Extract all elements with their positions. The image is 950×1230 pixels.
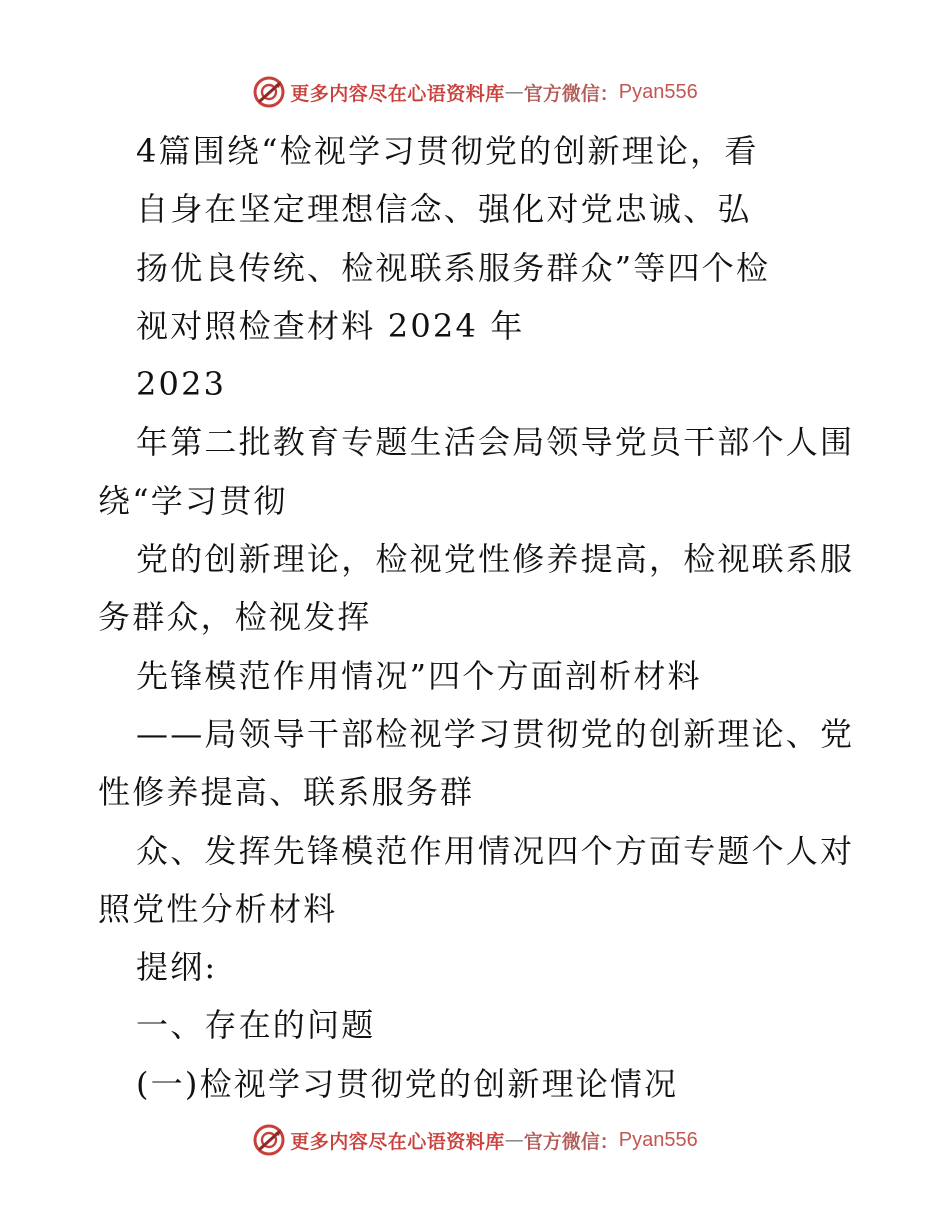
document-line: 年第二批教育专题生活会局领导党员干部个人围: [136, 423, 855, 462]
document-line: 视对照检查材料 2024 年: [136, 306, 525, 345]
watermark-wechat-id: Pyan556: [618, 1128, 698, 1151]
document-line: 2023: [136, 365, 227, 404]
watermark-banner-bottom: [0, 1118, 950, 1162]
watermark-wechat-id: Pyan556: [618, 80, 698, 103]
document-line: 绕“学习贯彻: [98, 481, 288, 520]
document-line: (一)检视学习贯彻党的创新理论情况: [136, 1064, 679, 1103]
watermark-brand-text: 更多内容尽在心语资料库: [290, 1130, 505, 1153]
brand-logo-icon: [252, 1123, 286, 1157]
document-line: 先锋模范作用情况”四个方面剖析材料: [136, 656, 702, 695]
brand-logo-icon: [252, 75, 286, 109]
watermark-brand-text: 更多内容尽在心语资料库: [290, 82, 505, 105]
watermark-separator: —: [504, 81, 524, 103]
document-line: 务群众，检视发挥: [98, 598, 372, 637]
watermark-separator: —: [504, 1129, 524, 1151]
watermark-banner-top: [0, 70, 950, 114]
document-line: 性修养提高、联系服务群: [98, 773, 475, 812]
document-body: [98, 122, 853, 1113]
watermark-wechat-label: 官方微信：: [523, 82, 619, 105]
watermark-wechat-label: 官方微信：: [523, 1130, 619, 1153]
document-line: 扬优良传统、检视联系服务群众”等四个检: [136, 248, 771, 287]
document-line: 提纲:: [136, 948, 218, 987]
document-line: 照党性分析材料: [98, 889, 338, 928]
document-line: ——局领导干部检视学习贯彻党的创新理论、党: [136, 714, 855, 753]
document-line: 党的创新理论，检视党性修养提高，检视联系服: [136, 540, 855, 579]
document-line: 众、发挥先锋模范作用情况四个方面专题个人对: [136, 831, 855, 870]
document-line: 一、存在的问题: [136, 1006, 376, 1045]
document-line: 自身在坚定理想信念、强化对党忠诚、弘: [136, 190, 752, 229]
document-line: 4篇围绕“检视学习贯彻党的创新理论，看: [136, 132, 759, 170]
